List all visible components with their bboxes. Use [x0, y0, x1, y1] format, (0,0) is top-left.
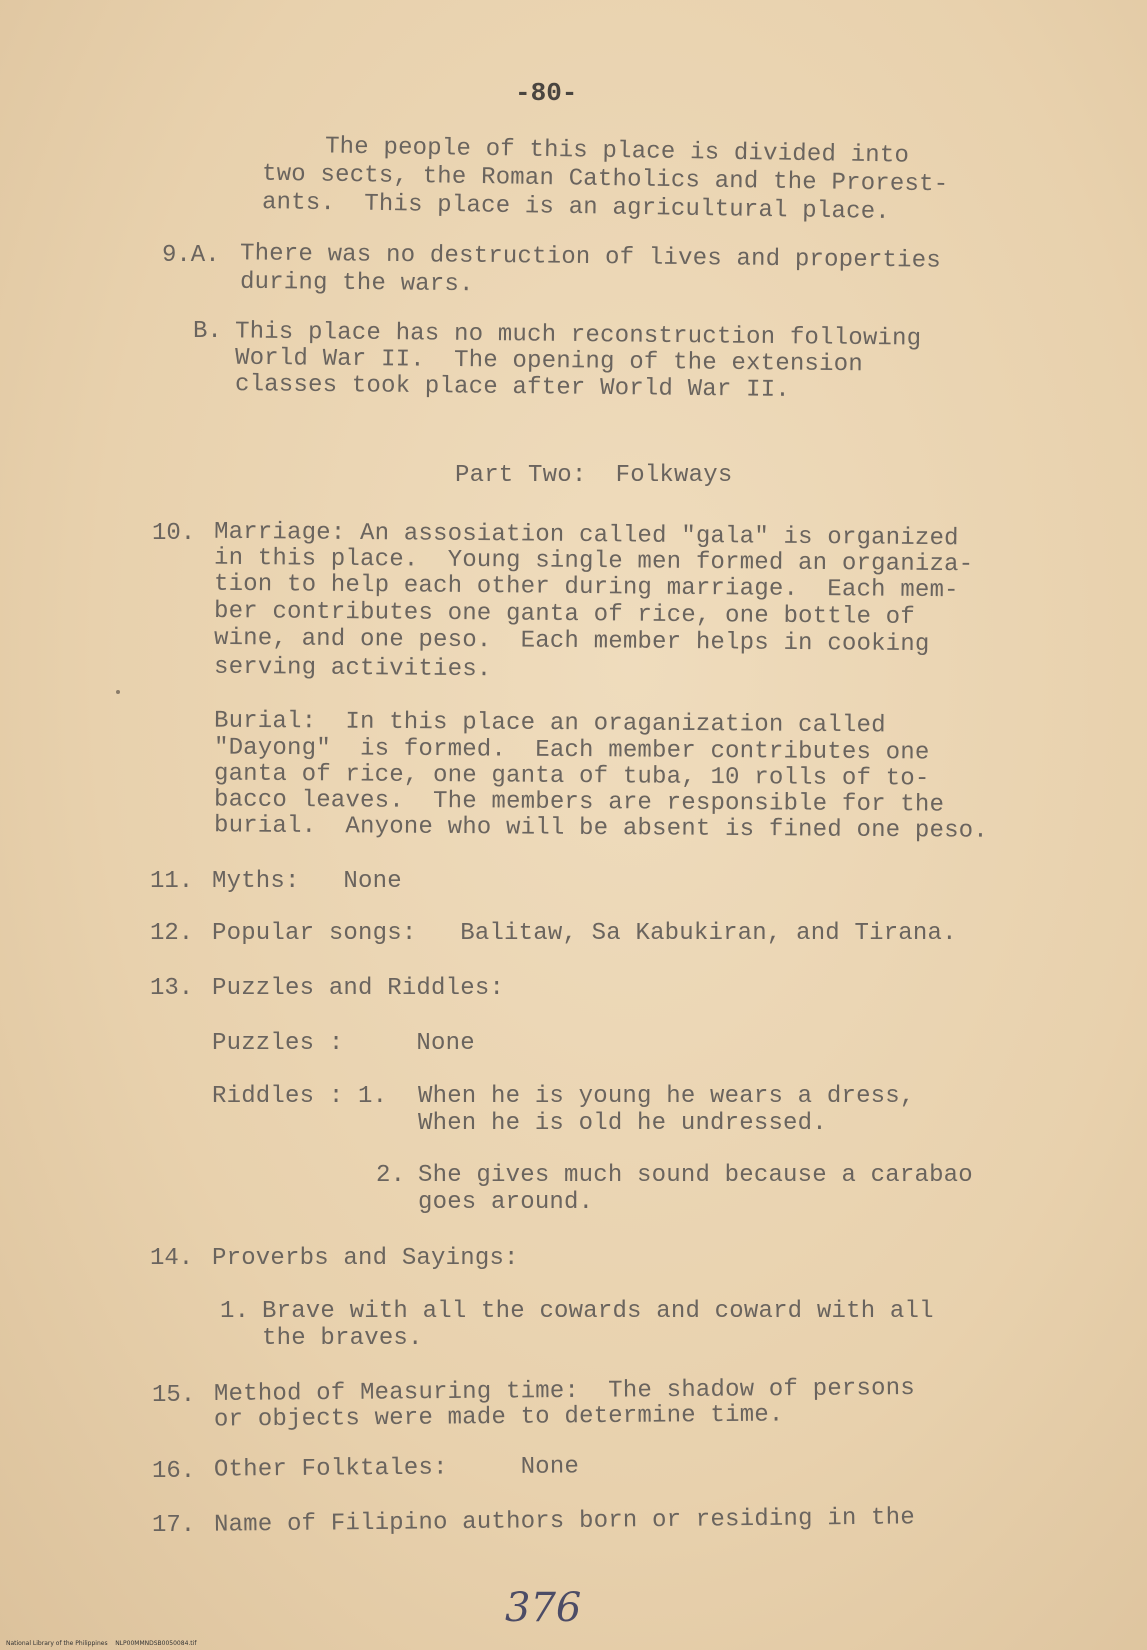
footer-caption: National Library of the Philippines NLP00MMNDSB0050084.tif [6, 1640, 197, 1647]
item-number: 10. [152, 520, 196, 547]
stray-mark [116, 690, 120, 694]
marriage-line: wine, and one peso. Each member helps in cooking [213, 624, 930, 659]
item9b-line: World War II. The opening of the extension [234, 344, 864, 379]
item-number: 11. [150, 868, 194, 895]
songs-line: Popular songs: Balitaw, Sa Kabukiran, and Tirana. [212, 920, 957, 947]
riddle-line: goes around. [418, 1189, 594, 1216]
page-number: -80- [515, 78, 578, 108]
item-number: 12. [150, 920, 194, 947]
proverbs-heading: Proverbs and Sayings: [212, 1245, 519, 1272]
puzzles-line: Puzzles : None [212, 1030, 475, 1057]
item-number: 13. [150, 975, 194, 1002]
folktales-line: Other Folktales: None [213, 1453, 580, 1484]
marriage-line: in this place. Young single men formed an organiza- [213, 544, 974, 579]
marriage-line: serving activities. [213, 653, 492, 684]
item9a-line: There was no destruction of lives and properties [239, 240, 942, 275]
measuring-line: Method of Measuring time: The shadow of persons [213, 1374, 916, 1409]
puzzles-riddles-heading: Puzzles and Riddles: [212, 975, 505, 1002]
item-number: 17. [152, 1512, 196, 1539]
item9b-line: classes took place after World War II. [234, 371, 791, 404]
intro-line: The people of this place is divided into [324, 133, 910, 170]
marriage-line: tion to help each other during marriage. Each mem- [213, 570, 959, 605]
marriage-line: ber contributes one ganta of rice, one bottle of [213, 597, 916, 632]
burial-line: ganta of rice, one ganta of tuba, 10 rolls of to- [213, 760, 930, 793]
burial-line: burial. Anyone who will be absent is fined one peso. [213, 812, 989, 845]
intro-line: two sects, the Roman Catholics and the Prorest- [261, 160, 949, 199]
riddle-line: She gives much sound because a carabao [418, 1162, 973, 1189]
authors-line: Name of Filipino authors born or residing in the [213, 1504, 916, 1539]
burial-line: bacco leaves. The members are responsible for the [213, 786, 945, 819]
riddle-line: When he is old he undressed. [418, 1110, 827, 1137]
item-number: 9.A. [162, 242, 220, 269]
marriage-line: Marriage: An assosiation called "gala" is organized [213, 518, 959, 553]
riddle-line: When he is young he wears a dress, [418, 1083, 915, 1110]
burial-line: Burial: In this place an oraganization called [213, 707, 886, 740]
burial-line: "Dayong" is formed. Each member contributes one [213, 734, 930, 767]
item9b-line: This place has no much reconstruction following [234, 318, 922, 353]
intro-line: ants. This place is an agricultural place. [261, 189, 891, 226]
item-number: 16. [152, 1458, 196, 1485]
item-number: B. [193, 318, 222, 345]
item-number: 14. [150, 1245, 194, 1272]
proverb-line: the braves. [262, 1325, 423, 1352]
item-number: 15. [152, 1382, 196, 1409]
handwritten-page-number: 376 [505, 1585, 582, 1631]
riddle-number: 2. [376, 1162, 406, 1189]
proverb-line: Brave with all the cowards and coward with all [262, 1298, 934, 1325]
proverb-number: 1. [220, 1298, 250, 1325]
myths-line: Myths: None [212, 868, 402, 895]
item9a-line: during the wars. [239, 268, 474, 299]
riddles-label: Riddles : 1. [212, 1083, 388, 1110]
part-heading: Part Two: Folkways [455, 462, 733, 489]
measuring-line: or objects were made to determine time. [213, 1401, 784, 1434]
